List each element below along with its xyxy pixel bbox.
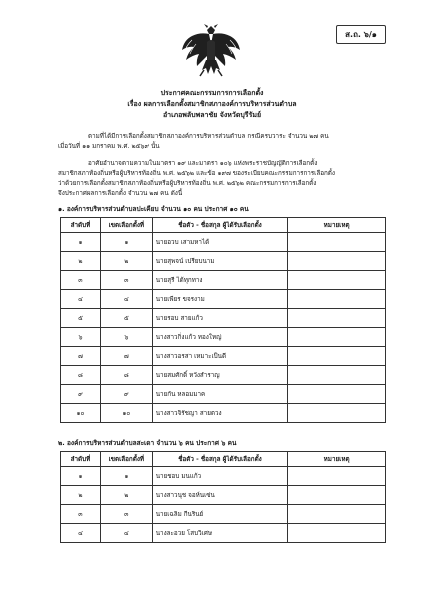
row-order: ๑ [61,467,101,486]
row-zone: ๖ [100,328,152,347]
row-order: ๒ [61,252,101,271]
table-row [61,328,386,347]
table-row [61,486,386,505]
row-zone: ๔ [100,290,152,309]
table-row [61,366,386,385]
paragraph-1-line-1: ตามที่ได้มีการเลือกตั้งสมาชิกสภาองค์การบริหารส่วนตำบล กรณีครบวาระ จำนวน ๒๗ คน [88,133,329,140]
row-name: นางสาวอรสา เหมาะเป็นดี [152,347,288,366]
row-note [288,347,386,366]
row-name: นายชอบ มนแก้ว [152,467,288,486]
header-line-2: เรื่อง ผลการเลือกตั้งสมาชิกสภาองค์การบริหารส่วนตำบล [127,100,297,108]
row-zone: ๑ [100,467,152,486]
row-name: นางสาวจิรัชญา สายตวง [152,404,288,423]
row-note [288,486,386,505]
paragraph-2-line-2: สมาชิกสภาท้องถิ่นหรือผู้บริหารท้องถิ่น พ.ศ. ๒๕๖๒ และข้อ ๑๙๗ ของระเบียบคณะกรรมการการเลือกตั้ง [58,170,335,177]
row-name: นางสาวนุช จอห์นเซ่น [152,486,288,505]
row-zone: ๑๐ [100,404,152,423]
row-zone: ๒ [100,486,152,505]
row-name: นางสาวกิ่งแก้ว ทองใหญ่ [152,328,288,347]
results-table-1 [60,217,386,423]
row-order: ๑๐ [61,404,101,423]
table-row [61,309,386,328]
header-cell-order: ลำดับที่ [61,218,101,233]
table-row [61,385,386,404]
table-row [61,290,386,309]
row-note [288,309,386,328]
row-order: ๒ [61,486,101,505]
row-name: นายสุรี ได้ทุกทาง [152,271,288,290]
header-cell-name: ชื่อตัว - ชื่อสกุล ผู้ได้รับเลือกตั้ง [152,218,288,233]
row-zone: ๘ [100,366,152,385]
header-line-1: ประกาศคณะกรรมการการเลือกตั้ง [160,89,264,97]
row-zone: ๒ [100,252,152,271]
row-name: นายกัน หลอมมาค [152,385,288,404]
row-note [288,524,386,543]
row-zone: ๙ [100,385,152,404]
section-1-title: ๑. องค์การบริหารส่วนตำบลปะเคียบ จำนวน ๑๐ คน ประกาศ ๑๐ คน [58,205,249,213]
row-note [288,252,386,271]
row-name: นายเฉลิม กีนรินย์ [152,505,288,524]
table-row [61,233,386,252]
table-header-row [61,452,386,467]
row-note [288,271,386,290]
form-code-badge: ส.ถ. ๖/๑ [336,25,386,44]
table-row [61,505,386,524]
results-table-2 [60,451,386,543]
header-cell-order: ลำดับที่ [61,452,101,467]
row-note [288,290,386,309]
row-name: นายรอบ สายแก้ว [152,309,288,328]
row-zone: ๕ [100,309,152,328]
row-note [288,366,386,385]
row-note [288,328,386,347]
row-zone: ๓ [100,271,152,290]
header-cell-zone: เขตเลือกตั้งที่ [100,218,152,233]
header-cell-note: หมายเหตุ [288,452,386,467]
row-name: นางละอวย โสบวิเศษ [152,524,288,543]
header-cell-note: หมายเหตุ [288,218,386,233]
row-name: นายสุพจน์ เปรียบนาม [152,252,288,271]
row-order: ๑ [61,233,101,252]
row-note [288,233,386,252]
table-row [61,524,386,543]
row-order: ๓ [61,505,101,524]
row-order: ๗ [61,347,101,366]
table-header-row [61,218,386,233]
row-note [288,404,386,423]
row-zone: ๑ [100,233,152,252]
row-order: ๘ [61,366,101,385]
header-cell-name: ชื่อตัว - ชื่อสกุล ผู้ได้รับเลือกตั้ง [152,452,288,467]
table-row [61,347,386,366]
table-row [61,404,386,423]
section-2-title: ๒. องค์การบริหารส่วนตำบลสะเดา จำนวน ๖ คน ประกาศ ๖ คน [58,439,237,447]
garuda-emblem-icon [180,20,242,78]
row-order: ๔ [61,524,101,543]
row-note [288,467,386,486]
header-line-3: อำเภอพลับพลาชัย จังหวัดบุรีรัมย์ [162,111,262,119]
row-order: ๕ [61,309,101,328]
row-order: ๓ [61,271,101,290]
row-zone: ๔ [100,524,152,543]
table-row [61,467,386,486]
row-name: นายอวบ เสามหาได้ [152,233,288,252]
row-zone: ๗ [100,347,152,366]
paragraph-2-line-1: อาศัยอำนาจตามความในมาตรา ๑๙ และมาตรา ๑๐๖ แห่งพระราชบัญญัติการเลือกตั้ง [88,160,318,167]
table-row [61,271,386,290]
row-order: ๔ [61,290,101,309]
row-order: ๙ [61,385,101,404]
table-row [61,252,386,271]
paragraph-2-line-3: ว่าด้วยการเลือกตั้งสมาชิกสภาท้องถิ่นหรือผู้บริหารท้องถิ่น พ.ศ. ๒๕๖๒ คณะกรรมการการเลือกตั้ง [58,180,317,187]
row-name: นายสมศักดิ์ หวังสำราญ [152,366,288,385]
row-note [288,505,386,524]
paragraph-2-line-4: จึงประกาศผลการเลือกตั้ง จำนวน ๒๗ คน ดังนี้ [58,190,183,197]
row-note [288,385,386,404]
row-zone: ๓ [100,505,152,524]
row-name: นายเพียร ขจรงาม [152,290,288,309]
row-order: ๖ [61,328,101,347]
paragraph-1-line-2: เมื่อวันที่ ๑๑ มกราคม พ.ศ. ๒๕๖๙ นั้น [58,143,160,150]
header-cell-zone: เขตเลือกตั้งที่ [100,452,152,467]
